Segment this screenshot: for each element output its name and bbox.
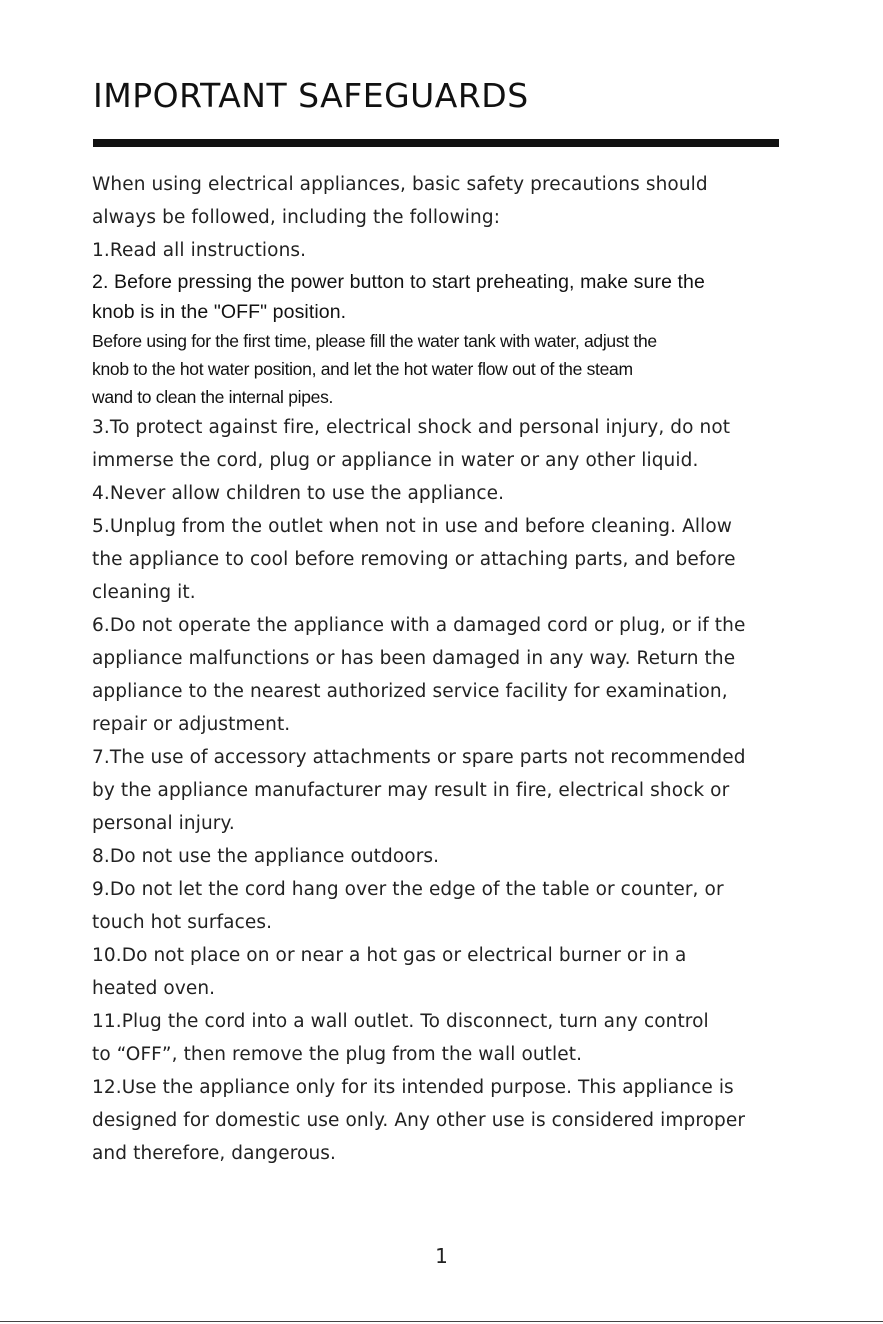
text-line: appliance malfunctions or has been damaged in any way. Return the bbox=[92, 648, 736, 669]
text-line: designed for domestic use only. Any other use is considered improper bbox=[92, 1110, 746, 1131]
text-line: 5.Unplug from the outlet when not in use and before cleaning. Allow bbox=[92, 516, 732, 537]
text-line: cleaning it. bbox=[92, 582, 196, 603]
text-line: When using electrical appliances, basic safety precautions should bbox=[92, 174, 708, 195]
text-line: immerse the cord, plug or appliance in water or any other liquid. bbox=[92, 450, 699, 471]
text-line: knob to the hot water position, and let the hot water flow out of the steam bbox=[92, 359, 633, 379]
text-line: 11.Plug the cord into a wall outlet. To disconnect, turn any control bbox=[92, 1011, 709, 1032]
text-line: personal injury. bbox=[92, 813, 235, 834]
text-line: 12.Use the appliance only for its intended purpose. This appliance is bbox=[92, 1077, 734, 1098]
text-line: repair or adjustment. bbox=[92, 714, 291, 735]
text-line: 7.The use of accessory attachments or spare parts not recommended bbox=[92, 747, 746, 768]
text-line: to “OFF”, then remove the plug from the wall outlet. bbox=[92, 1044, 583, 1065]
text-line: 3.To protect against fire, electrical shock and personal injury, do not bbox=[92, 417, 731, 438]
text-line: knob is in the "OFF" position. bbox=[92, 301, 347, 323]
page-number: 1 bbox=[435, 1244, 448, 1268]
text-line: 1.Read all instructions. bbox=[92, 240, 307, 261]
page-title: IMPORTANT SAFEGUARDS bbox=[93, 76, 529, 115]
text-line: Before using for the first time, please fill the water tank with water, adjust the bbox=[92, 331, 657, 351]
text-line: 6.Do not operate the appliance with a damaged cord or plug, or if the bbox=[92, 615, 746, 636]
text-line: the appliance to cool before removing or attaching parts, and before bbox=[92, 549, 736, 570]
text-line: wand to clean the internal pipes. bbox=[92, 387, 334, 407]
page-bottom-edge bbox=[0, 1321, 883, 1322]
text-line: heated oven. bbox=[92, 978, 216, 999]
text-line: 8.Do not use the appliance outdoors. bbox=[92, 846, 440, 867]
text-line: and therefore, dangerous. bbox=[92, 1143, 336, 1164]
title-divider bbox=[93, 139, 779, 147]
text-line: always be followed, including the following: bbox=[92, 207, 501, 228]
text-line: by the appliance manufacturer may result in fire, electrical shock or bbox=[92, 780, 730, 801]
text-line: 4.Never allow children to use the appliance. bbox=[92, 483, 505, 504]
text-line: touch hot surfaces. bbox=[92, 912, 273, 933]
text-line: 9.Do not let the cord hang over the edge of the table or counter, or bbox=[92, 879, 724, 900]
text-line: 10.Do not place on or near a hot gas or electrical burner or in a bbox=[92, 945, 687, 966]
text-line: 2. Before pressing the power button to start preheating, make sure the bbox=[92, 271, 705, 293]
text-line: appliance to the nearest authorized service facility for examination, bbox=[92, 681, 728, 702]
safeguards-text bbox=[92, 168, 812, 1170]
